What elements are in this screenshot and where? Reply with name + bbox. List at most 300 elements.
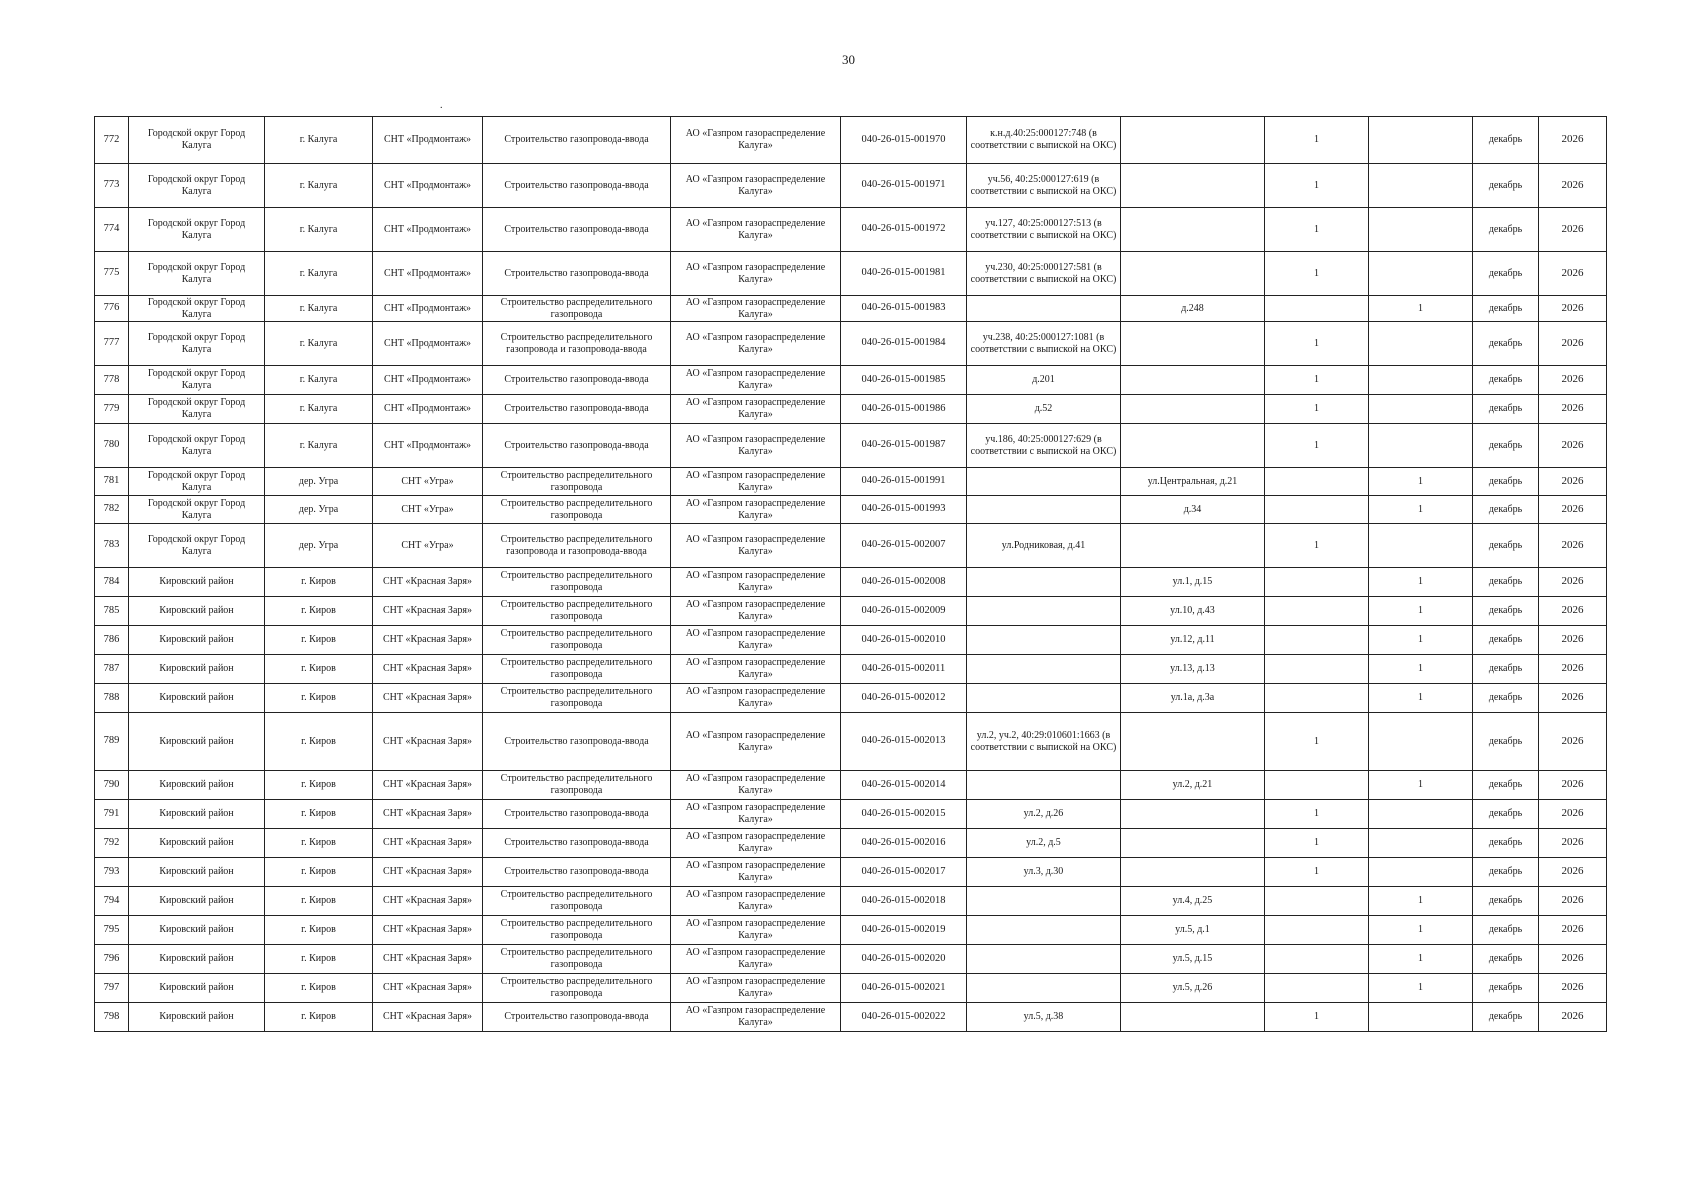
count-distribution <box>1369 366 1473 395</box>
district-name: Городской округ Город Калуга <box>129 524 265 568</box>
operator-name: АО «Газпром газораспределение Калуга» <box>671 117 841 164</box>
district-name: Городской округ Город Калуга <box>129 296 265 322</box>
table-row <box>95 496 1607 524</box>
completion-year: 2026 <box>1539 164 1607 208</box>
object-code: 040-26-015-001986 <box>841 395 967 424</box>
locality-name: дер. Угра <box>265 496 373 524</box>
locality-name: г. Калуга <box>265 296 373 322</box>
count-inlet <box>1265 468 1369 496</box>
operator-name: АО «Газпром газораспределение Калуга» <box>671 524 841 568</box>
count-inlet <box>1265 568 1369 597</box>
operator-name: АО «Газпром газораспределение Калуга» <box>671 916 841 945</box>
row-number: 772 <box>95 117 129 164</box>
object-code: 040-26-015-002007 <box>841 524 967 568</box>
object-code: 040-26-015-002015 <box>841 800 967 829</box>
object-name: СНТ «Продмонтаж» <box>373 117 483 164</box>
locality-name: г. Киров <box>265 858 373 887</box>
completion-year: 2026 <box>1539 366 1607 395</box>
work-type: Строительство газопровода-ввода <box>483 366 671 395</box>
object-name: СНТ «Продмонтаж» <box>373 208 483 252</box>
row-number: 783 <box>95 524 129 568</box>
object-name: СНТ «Красная Заря» <box>373 626 483 655</box>
work-type: Строительство распределительного газопровода <box>483 568 671 597</box>
object-name: СНТ «Продмонтаж» <box>373 164 483 208</box>
locality-name: г. Киров <box>265 974 373 1003</box>
completion-month: декабрь <box>1473 424 1539 468</box>
operator-name: АО «Газпром газораспределение Калуга» <box>671 771 841 800</box>
locality-name: г. Киров <box>265 568 373 597</box>
gasification-schedule-table <box>94 116 1607 1032</box>
object-code: 040-26-015-002020 <box>841 945 967 974</box>
count-distribution: 1 <box>1369 916 1473 945</box>
site-details <box>967 771 1121 800</box>
count-inlet: 1 <box>1265 208 1369 252</box>
locality-name: г. Киров <box>265 800 373 829</box>
object-code: 040-26-015-002021 <box>841 974 967 1003</box>
site-details: ул.3, д.30 <box>967 858 1121 887</box>
table-row <box>95 945 1607 974</box>
table-row <box>95 974 1607 1003</box>
object-name: СНТ «Продмонтаж» <box>373 366 483 395</box>
object-code: 040-26-015-002019 <box>841 916 967 945</box>
object-name: СНТ «Красная Заря» <box>373 771 483 800</box>
district-name: Кировский район <box>129 1003 265 1032</box>
address <box>1121 208 1265 252</box>
count-inlet: 1 <box>1265 1003 1369 1032</box>
row-number: 782 <box>95 496 129 524</box>
completion-year: 2026 <box>1539 524 1607 568</box>
completion-year: 2026 <box>1539 468 1607 496</box>
work-type: Строительство газопровода-ввода <box>483 829 671 858</box>
work-type: Строительство газопровода-ввода <box>483 858 671 887</box>
count-inlet: 1 <box>1265 164 1369 208</box>
count-distribution: 1 <box>1369 468 1473 496</box>
address <box>1121 829 1265 858</box>
completion-month: декабрь <box>1473 887 1539 916</box>
completion-month: декабрь <box>1473 524 1539 568</box>
table-row <box>95 887 1607 916</box>
operator-name: АО «Газпром газораспределение Калуга» <box>671 684 841 713</box>
work-type: Строительство распределительного газопровода <box>483 974 671 1003</box>
address <box>1121 252 1265 296</box>
completion-year: 2026 <box>1539 655 1607 684</box>
operator-name: АО «Газпром газораспределение Калуга» <box>671 713 841 771</box>
object-code: 040-26-015-002012 <box>841 684 967 713</box>
table-row <box>95 252 1607 296</box>
district-name: Городской округ Город Калуга <box>129 395 265 424</box>
completion-year: 2026 <box>1539 424 1607 468</box>
site-details: д.52 <box>967 395 1121 424</box>
operator-name: АО «Газпром газораспределение Калуга» <box>671 366 841 395</box>
completion-month: декабрь <box>1473 496 1539 524</box>
count-distribution: 1 <box>1369 887 1473 916</box>
completion-year: 2026 <box>1539 296 1607 322</box>
row-number: 786 <box>95 626 129 655</box>
object-name: СНТ «Продмонтаж» <box>373 322 483 366</box>
site-details <box>967 496 1121 524</box>
district-name: Кировский район <box>129 626 265 655</box>
site-details: уч.56, 40:25:000127:619 (в соответствии с выпиской на ОКС) <box>967 164 1121 208</box>
work-type: Строительство распределительного газопровода и газопровода-ввода <box>483 524 671 568</box>
address <box>1121 366 1265 395</box>
district-name: Кировский район <box>129 916 265 945</box>
locality-name: г. Киров <box>265 626 373 655</box>
table-row <box>95 468 1607 496</box>
object-code: 040-26-015-002013 <box>841 713 967 771</box>
completion-year: 2026 <box>1539 684 1607 713</box>
row-number: 774 <box>95 208 129 252</box>
completion-year: 2026 <box>1539 771 1607 800</box>
district-name: Городской округ Город Калуга <box>129 468 265 496</box>
operator-name: АО «Газпром газораспределение Калуга» <box>671 800 841 829</box>
row-number: 791 <box>95 800 129 829</box>
count-inlet <box>1265 974 1369 1003</box>
address: ул.4, д.25 <box>1121 887 1265 916</box>
count-distribution <box>1369 117 1473 164</box>
completion-year: 2026 <box>1539 568 1607 597</box>
table-row <box>95 916 1607 945</box>
completion-year: 2026 <box>1539 800 1607 829</box>
row-number: 777 <box>95 322 129 366</box>
table-row <box>95 800 1607 829</box>
count-inlet: 1 <box>1265 366 1369 395</box>
address <box>1121 524 1265 568</box>
district-name: Кировский район <box>129 829 265 858</box>
address <box>1121 395 1265 424</box>
table-row <box>95 829 1607 858</box>
operator-name: АО «Газпром газораспределение Калуга» <box>671 496 841 524</box>
object-name: СНТ «Красная Заря» <box>373 887 483 916</box>
count-distribution: 1 <box>1369 626 1473 655</box>
count-inlet: 1 <box>1265 713 1369 771</box>
object-code: 040-26-015-001991 <box>841 468 967 496</box>
object-name: СНТ «Угра» <box>373 496 483 524</box>
count-inlet: 1 <box>1265 424 1369 468</box>
object-name: СНТ «Красная Заря» <box>373 800 483 829</box>
completion-month: декабрь <box>1473 1003 1539 1032</box>
operator-name: АО «Газпром газораспределение Калуга» <box>671 1003 841 1032</box>
work-type: Строительство распределительного газопровода <box>483 296 671 322</box>
completion-month: декабрь <box>1473 117 1539 164</box>
count-inlet <box>1265 496 1369 524</box>
completion-month: декабрь <box>1473 800 1539 829</box>
site-details <box>967 945 1121 974</box>
site-details <box>967 296 1121 322</box>
object-name: СНТ «Продмонтаж» <box>373 395 483 424</box>
table-row <box>95 366 1607 395</box>
completion-year: 2026 <box>1539 887 1607 916</box>
count-distribution <box>1369 800 1473 829</box>
count-inlet <box>1265 945 1369 974</box>
site-details <box>967 916 1121 945</box>
object-name: СНТ «Красная Заря» <box>373 945 483 974</box>
address <box>1121 713 1265 771</box>
site-details: уч.127, 40:25:000127:513 (в соответствии с выпиской на ОКС) <box>967 208 1121 252</box>
row-number: 792 <box>95 829 129 858</box>
completion-year: 2026 <box>1539 974 1607 1003</box>
site-details: ул.Родниковая, д.41 <box>967 524 1121 568</box>
district-name: Городской округ Город Калуга <box>129 208 265 252</box>
row-number: 788 <box>95 684 129 713</box>
object-code: 040-26-015-001993 <box>841 496 967 524</box>
object-code: 040-26-015-001987 <box>841 424 967 468</box>
address <box>1121 858 1265 887</box>
address: ул.5, д.15 <box>1121 945 1265 974</box>
work-type: Строительство распределительного газопровода <box>483 684 671 713</box>
site-details: ул.5, д.38 <box>967 1003 1121 1032</box>
locality-name: г. Киров <box>265 713 373 771</box>
district-name: Городской округ Город Калуга <box>129 252 265 296</box>
work-type: Строительство газопровода-ввода <box>483 164 671 208</box>
object-name: СНТ «Красная Заря» <box>373 1003 483 1032</box>
locality-name: г. Калуга <box>265 164 373 208</box>
object-name: СНТ «Красная Заря» <box>373 684 483 713</box>
work-type: Строительство газопровода-ввода <box>483 713 671 771</box>
object-code: 040-26-015-001985 <box>841 366 967 395</box>
completion-month: декабрь <box>1473 713 1539 771</box>
count-distribution <box>1369 829 1473 858</box>
locality-name: г. Калуга <box>265 424 373 468</box>
count-inlet: 1 <box>1265 322 1369 366</box>
object-code: 040-26-015-002010 <box>841 626 967 655</box>
operator-name: АО «Газпром газораспределение Калуга» <box>671 252 841 296</box>
address: ул.12, д.11 <box>1121 626 1265 655</box>
work-type: Строительство распределительного газопровода <box>483 626 671 655</box>
address <box>1121 424 1265 468</box>
completion-month: декабрь <box>1473 626 1539 655</box>
table-row <box>95 208 1607 252</box>
district-name: Кировский район <box>129 684 265 713</box>
row-number: 780 <box>95 424 129 468</box>
count-inlet <box>1265 626 1369 655</box>
count-distribution: 1 <box>1369 296 1473 322</box>
site-details: д.201 <box>967 366 1121 395</box>
address <box>1121 322 1265 366</box>
operator-name: АО «Газпром газораспределение Калуга» <box>671 164 841 208</box>
work-type: Строительство газопровода-ввода <box>483 252 671 296</box>
count-inlet <box>1265 597 1369 626</box>
table-row <box>95 597 1607 626</box>
district-name: Городской округ Город Калуга <box>129 322 265 366</box>
locality-name: дер. Угра <box>265 468 373 496</box>
work-type: Строительство газопровода-ввода <box>483 424 671 468</box>
completion-year: 2026 <box>1539 713 1607 771</box>
table-row <box>95 296 1607 322</box>
district-name: Кировский район <box>129 597 265 626</box>
locality-name: г. Киров <box>265 916 373 945</box>
completion-month: декабрь <box>1473 296 1539 322</box>
completion-year: 2026 <box>1539 858 1607 887</box>
address: ул.10, д.43 <box>1121 597 1265 626</box>
address: ул.13, д.13 <box>1121 655 1265 684</box>
completion-month: декабрь <box>1473 684 1539 713</box>
completion-year: 2026 <box>1539 597 1607 626</box>
address <box>1121 1003 1265 1032</box>
locality-name: г. Киров <box>265 887 373 916</box>
operator-name: АО «Газпром газораспределение Калуга» <box>671 974 841 1003</box>
completion-year: 2026 <box>1539 322 1607 366</box>
work-type: Строительство распределительного газопровода <box>483 597 671 626</box>
count-distribution <box>1369 858 1473 887</box>
completion-year: 2026 <box>1539 496 1607 524</box>
locality-name: г. Киров <box>265 829 373 858</box>
object-name: СНТ «Продмонтаж» <box>373 424 483 468</box>
table-row <box>95 771 1607 800</box>
table-row <box>95 684 1607 713</box>
site-details <box>967 597 1121 626</box>
district-name: Городской округ Город Калуга <box>129 496 265 524</box>
object-code: 040-26-015-002014 <box>841 771 967 800</box>
object-name: СНТ «Красная Заря» <box>373 713 483 771</box>
object-code: 040-26-015-002009 <box>841 597 967 626</box>
row-number: 773 <box>95 164 129 208</box>
row-number: 789 <box>95 713 129 771</box>
count-distribution <box>1369 164 1473 208</box>
count-distribution: 1 <box>1369 496 1473 524</box>
site-details <box>967 887 1121 916</box>
count-inlet <box>1265 887 1369 916</box>
work-type: Строительство газопровода-ввода <box>483 1003 671 1032</box>
district-name: Кировский район <box>129 800 265 829</box>
table-row <box>95 713 1607 771</box>
address: ул.1, д.15 <box>1121 568 1265 597</box>
site-details <box>967 568 1121 597</box>
completion-month: декабрь <box>1473 916 1539 945</box>
locality-name: г. Калуга <box>265 322 373 366</box>
count-inlet: 1 <box>1265 252 1369 296</box>
table-row <box>95 1003 1607 1032</box>
count-inlet <box>1265 655 1369 684</box>
count-distribution <box>1369 208 1473 252</box>
operator-name: АО «Газпром газораспределение Калуга» <box>671 322 841 366</box>
site-details: ул.2, д.5 <box>967 829 1121 858</box>
object-name: СНТ «Красная Заря» <box>373 858 483 887</box>
operator-name: АО «Газпром газораспределение Калуга» <box>671 208 841 252</box>
completion-month: декабрь <box>1473 655 1539 684</box>
completion-year: 2026 <box>1539 208 1607 252</box>
address <box>1121 800 1265 829</box>
row-number: 790 <box>95 771 129 800</box>
district-name: Кировский район <box>129 771 265 800</box>
count-distribution <box>1369 395 1473 424</box>
address <box>1121 117 1265 164</box>
object-code: 040-26-015-002017 <box>841 858 967 887</box>
work-type: Строительство распределительного газопровода <box>483 916 671 945</box>
operator-name: АО «Газпром газораспределение Калуга» <box>671 395 841 424</box>
operator-name: АО «Газпром газораспределение Калуга» <box>671 597 841 626</box>
table-row <box>95 524 1607 568</box>
site-details <box>967 974 1121 1003</box>
object-name: СНТ «Красная Заря» <box>373 829 483 858</box>
count-inlet <box>1265 771 1369 800</box>
table-row <box>95 568 1607 597</box>
completion-month: декабрь <box>1473 568 1539 597</box>
operator-name: АО «Газпром газораспределение Калуга» <box>671 887 841 916</box>
completion-year: 2026 <box>1539 252 1607 296</box>
object-name: СНТ «Красная Заря» <box>373 916 483 945</box>
district-name: Городской округ Город Калуга <box>129 366 265 395</box>
row-number: 793 <box>95 858 129 887</box>
district-name: Кировский район <box>129 974 265 1003</box>
count-inlet: 1 <box>1265 858 1369 887</box>
locality-name: г. Калуга <box>265 252 373 296</box>
completion-month: декабрь <box>1473 366 1539 395</box>
site-details: уч.238, 40:25:000127:1081 (в соответствии с выпиской на ОКС) <box>967 322 1121 366</box>
operator-name: АО «Газпром газораспределение Калуга» <box>671 296 841 322</box>
object-code: 040-26-015-001971 <box>841 164 967 208</box>
count-distribution <box>1369 322 1473 366</box>
object-code: 040-26-015-002022 <box>841 1003 967 1032</box>
row-number: 781 <box>95 468 129 496</box>
locality-name: дер. Угра <box>265 524 373 568</box>
count-distribution: 1 <box>1369 568 1473 597</box>
row-number: 785 <box>95 597 129 626</box>
district-name: Городской округ Город Калуга <box>129 164 265 208</box>
row-number: 797 <box>95 974 129 1003</box>
object-name: СНТ «Красная Заря» <box>373 597 483 626</box>
row-number: 798 <box>95 1003 129 1032</box>
completion-year: 2026 <box>1539 945 1607 974</box>
object-code: 040-26-015-001970 <box>841 117 967 164</box>
object-code: 040-26-015-002011 <box>841 655 967 684</box>
locality-name: г. Калуга <box>265 117 373 164</box>
operator-name: АО «Газпром газораспределение Калуга» <box>671 568 841 597</box>
work-type: Строительство газопровода-ввода <box>483 800 671 829</box>
site-details: ул.2, д.26 <box>967 800 1121 829</box>
row-number: 778 <box>95 366 129 395</box>
site-details <box>967 468 1121 496</box>
row-number: 784 <box>95 568 129 597</box>
locality-name: г. Калуга <box>265 208 373 252</box>
locality-name: г. Калуга <box>265 366 373 395</box>
address: ул.Центральная, д.21 <box>1121 468 1265 496</box>
completion-month: декабрь <box>1473 858 1539 887</box>
address: ул.2, д.21 <box>1121 771 1265 800</box>
work-type: Строительство распределительного газопровода <box>483 887 671 916</box>
count-distribution: 1 <box>1369 771 1473 800</box>
site-details <box>967 626 1121 655</box>
work-type: Строительство распределительного газопровода <box>483 945 671 974</box>
count-distribution <box>1369 713 1473 771</box>
district-name: Кировский район <box>129 945 265 974</box>
row-number: 779 <box>95 395 129 424</box>
work-type: Строительство газопровода-ввода <box>483 208 671 252</box>
operator-name: АО «Газпром газораспределение Калуга» <box>671 655 841 684</box>
row-number: 796 <box>95 945 129 974</box>
completion-month: декабрь <box>1473 322 1539 366</box>
count-distribution: 1 <box>1369 597 1473 626</box>
completion-year: 2026 <box>1539 829 1607 858</box>
completion-year: 2026 <box>1539 626 1607 655</box>
object-name: СНТ «Угра» <box>373 524 483 568</box>
count-distribution: 1 <box>1369 974 1473 1003</box>
address: д.248 <box>1121 296 1265 322</box>
site-details <box>967 655 1121 684</box>
object-name: СНТ «Красная Заря» <box>373 655 483 684</box>
district-name: Кировский район <box>129 568 265 597</box>
completion-year: 2026 <box>1539 395 1607 424</box>
completion-month: декабрь <box>1473 208 1539 252</box>
count-inlet: 1 <box>1265 395 1369 424</box>
work-type: Строительство распределительного газопровода и газопровода-ввода <box>483 322 671 366</box>
object-name: СНТ «Продмонтаж» <box>373 296 483 322</box>
work-type: Строительство распределительного газопровода <box>483 468 671 496</box>
table-row <box>95 395 1607 424</box>
work-type: Строительство распределительного газопровода <box>483 655 671 684</box>
district-name: Кировский район <box>129 858 265 887</box>
site-details: уч.186, 40:25:000127:629 (в соответствии с выпиской на ОКС) <box>967 424 1121 468</box>
object-name: СНТ «Красная Заря» <box>373 974 483 1003</box>
